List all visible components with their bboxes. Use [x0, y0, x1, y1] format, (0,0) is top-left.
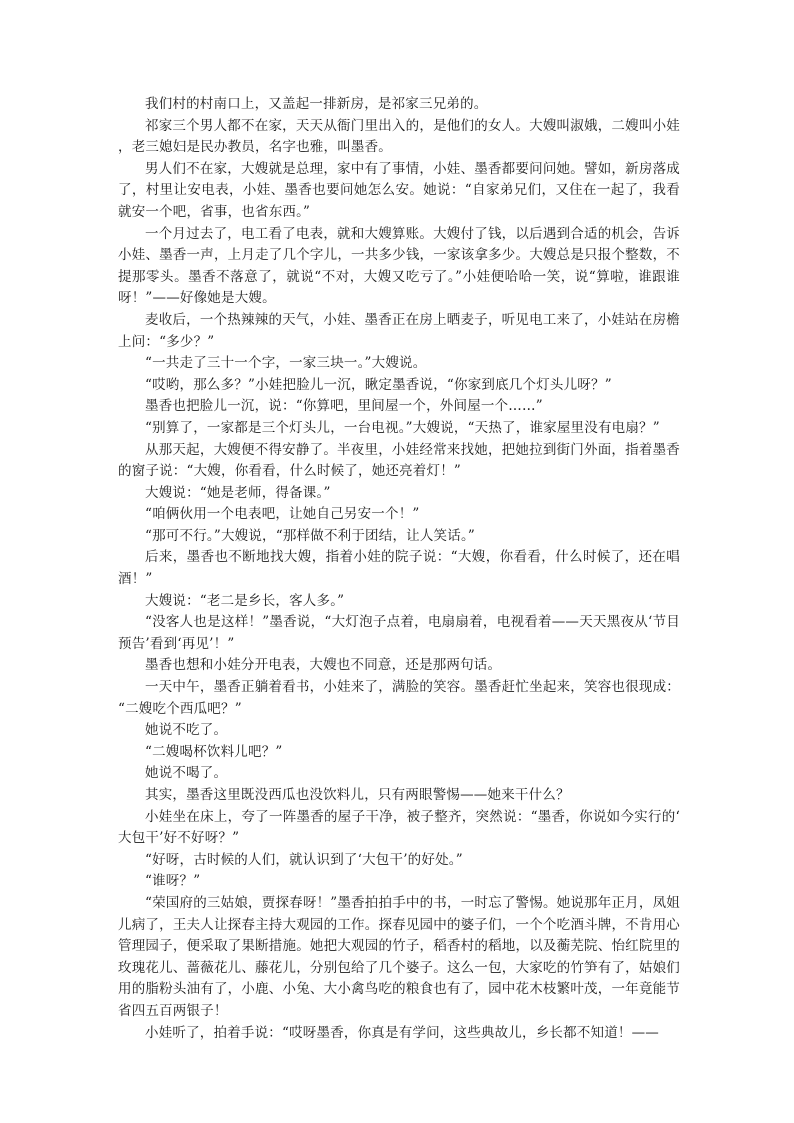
- paragraph: 小娃坐在床上，夸了一阵墨香的屋子干净，被子整齐，突然说：“墨香，你说如今实行的‘大包干’好不好呀？”: [118, 808, 680, 847]
- paragraph: “那可不行。”大嫂说，“那样做不利于团结，让人笑话。”: [145, 527, 476, 544]
- paragraph: 男人们不在家，大嫂就是总理，家中有了事情，小娃、墨香都要问问她。譬如，新房落成了，村里让安电表，小娃、墨香也要问她怎么安。她说：“自家弟兄们，又住在一起了，我看就安一个吧，省事，也省东西。”: [118, 160, 680, 220]
- paragraph: 一天中午，墨香正躺着看书，小娃来了，满脸的笑容。墨香赶忙坐起来，笑容也很现成：“二嫂吃个西瓜吧？”: [118, 679, 680, 717]
- paragraph: “没客人也是这样！”墨香说，“大灯泡子点着，电扇扇着，电视看着——天天黑夜从‘节目预告’看到‘再见’！”: [118, 614, 680, 652]
- paragraph: “好呀，古时候的人们，就认识到了‘大包干’的好处。”: [145, 851, 463, 868]
- paragraph: 墨香也想和小娃分开电表，大嫂也不同意，还是那两句话。: [145, 657, 502, 674]
- paragraph: 大嫂说：“老二是乡长，客人多。”: [145, 592, 345, 609]
- paragraph: “荣国府的三姑娘，贾探春呀！”墨香拍拍手中的书，一时忘了警惕。她说那年正月，凤姐儿病了，王夫人让探春主持大观园的工作。探春见园中的婆子们，一个个吃酒斗牌，不肯用心管理园子，便采取了果断措施。她把大观园的竹子，稻香村的稻地，以及蘅芜院、怡红院里的玫瑰花儿、蔷薇花儿、藤花儿，分别包给了几个婆子。这么一包，大家吃的竹笋有了，姑娘们用的脂粉头油有了，小鹿、小兔、大小禽鸟吃的粮食也有了，园中花木枝繁叶茂，一年竟能节省四五百两银子！: [118, 894, 680, 1019]
- paragraph: “二嫂喝杯饮料儿吧？”: [145, 743, 283, 760]
- paragraph: “谁呀？”: [145, 873, 201, 890]
- paragraph: 后来，墨香也不断地找大嫂，指着小娃的院子说：“大嫂，你看看，什么时候了，还在唱酒！”: [118, 549, 680, 588]
- paragraph: 她说不吃了。: [145, 722, 228, 739]
- paragraph: “哎哟，那么多？”小娃把脸儿一沉，瞅定墨香说，“你家到底几个灯头儿呀？”: [145, 376, 612, 393]
- paragraph: 她说不喝了。: [145, 765, 228, 782]
- document-page: [118, 94, 680, 1044]
- paragraph: 祁家三个男人都不在家，天天从衙门里出入的，是他们的女人。大嫂叫淑娥，二嫂叫小娃，老三媳妇是民办教员，名字也雅，叫墨香。: [118, 117, 680, 156]
- paragraph: “别算了，一家都是三个灯头儿，一台电视。”大嫂说，“天热了，谁家屋里没有电扇？”: [145, 419, 660, 436]
- paragraph: 麦收后，一个热辣辣的天气，小娃、墨香正在房上晒麦子，听见电工来了，小娃站在房檐上问：“多少？”: [118, 311, 680, 350]
- paragraph: “咱俩伙用一个电表吧，让她自己另安一个！”: [145, 506, 420, 523]
- paragraph: 我们村的村南口上，又盖起一排新房，是祁家三兄弟的。: [145, 96, 488, 112]
- paragraph: 墨香也把脸儿一沉，说：“你算吧，里间屋一个，外间屋一个……”: [145, 398, 543, 415]
- paragraph: 从那天起，大嫂便不得安静了。半夜里，小娃经常来找她，把她拉到街门外面，指着墨香的窗子说：“大嫂，你看看，什么时候了，她还亮着灯！”: [118, 441, 680, 480]
- paragraph: 其实，墨香这里既没西瓜也没饮料儿，只有两眼警惕——她来干什么？: [145, 787, 570, 803]
- paragraph: 小娃听了，拍着手说：“哎呀墨香，你真是有学问，这些典故儿，乡长都不知道！——: [145, 1024, 660, 1041]
- paragraph: 大嫂说：“她是老师，得备课。”: [145, 484, 331, 501]
- paragraph: 一个月过去了，电工看了电表，就和大嫂算账。大嫂付了钱，以后遇到合适的机会，告诉小娃、墨香一声，上月走了几个字儿，一共多少钱，一家该拿多少。大嫂总是只报个整数，不提那零头。墨香不落意了，就说“不对，大嫂又吃亏了。”小娃便哈哈一笑，说“算啦，谁跟谁呀！”——好像她是大嫂。: [118, 225, 680, 307]
- paragraph: “一共走了三十一个字，一家三块一。”大嫂说。: [145, 355, 427, 372]
